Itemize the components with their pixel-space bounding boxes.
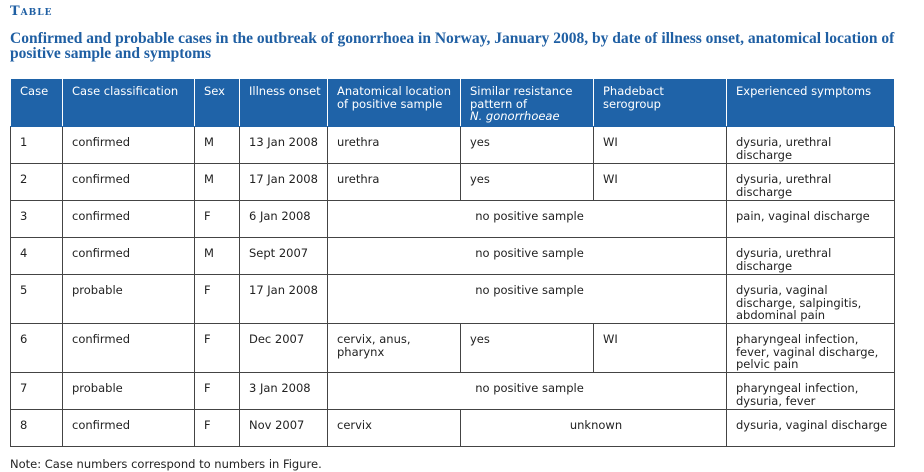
cell-symptoms: dysuria, urethral discharge (727, 127, 895, 164)
cell-classification: confirmed (63, 164, 195, 201)
cell-no-sample: no positive sample (328, 373, 727, 410)
table-row (11, 410, 895, 447)
cell-case: 1 (11, 127, 63, 164)
table-row (11, 275, 895, 324)
cell-sex: F (195, 410, 240, 447)
cell-onset: 17 Jan 2008 (240, 164, 328, 201)
table-row (11, 127, 895, 164)
cell-symptoms: pain, vaginal discharge (727, 201, 895, 238)
cell-no-sample: no positive sample (328, 275, 727, 324)
cell-symptoms: dysuria, urethral discharge (727, 238, 895, 275)
cell-location: cervix (328, 410, 461, 447)
cell-classification: confirmed (63, 410, 195, 447)
cases-table (10, 79, 895, 447)
cell-serogroup: WI (594, 164, 727, 201)
cell-resistance: yes (461, 127, 594, 164)
col-header-resistance (461, 79, 594, 127)
cell-symptoms: dysuria, urethral discharge (727, 164, 895, 201)
cell-unknown: unknown (461, 410, 727, 447)
cell-symptoms: pharyngeal infection, dysuria, fever (727, 373, 895, 410)
cell-onset: Dec 2007 (240, 324, 328, 373)
cell-classification: confirmed (63, 324, 195, 373)
cell-case: 3 (11, 201, 63, 238)
cell-symptoms: dysuria, vaginal discharge (727, 410, 895, 447)
cell-location: cervix, anus, pharynx (328, 324, 461, 373)
cell-sex: F (195, 201, 240, 238)
cell-classification: probable (63, 373, 195, 410)
cell-location: urethra (328, 164, 461, 201)
cell-location: urethra (328, 127, 461, 164)
table-label: Table (10, 4, 53, 19)
cell-classification: probable (63, 275, 195, 324)
header-row (11, 79, 895, 127)
cell-case: 2 (11, 164, 63, 201)
table-row (11, 373, 895, 410)
cell-onset: Sept 2007 (240, 238, 328, 275)
cell-onset: 6 Jan 2008 (240, 201, 328, 238)
cell-serogroup: WI (594, 324, 727, 373)
cell-sex: F (195, 275, 240, 324)
cell-symptoms: pharyngeal infection, fever, vaginal discharge, pelvic pain (727, 324, 895, 373)
cell-case: 5 (11, 275, 63, 324)
cell-case: 6 (11, 324, 63, 373)
col-header-case: Case (11, 79, 63, 127)
table-row (11, 238, 895, 275)
col-header-classification: Case classification (63, 79, 195, 127)
cell-classification: confirmed (63, 201, 195, 238)
cell-sex: F (195, 324, 240, 373)
col-header-serogroup: Phadebact serogroup (594, 79, 727, 127)
table-footnote: Note: Case numbers correspond to numbers in Figure. (10, 457, 322, 471)
cell-sex: M (195, 127, 240, 164)
organism-name: N. gonorrhoeae (470, 109, 560, 123)
cell-sex: M (195, 164, 240, 201)
cell-resistance: yes (461, 164, 594, 201)
col-header-onset: Illness onset (240, 79, 328, 127)
cell-case: 7 (11, 373, 63, 410)
cell-onset: Nov 2007 (240, 410, 328, 447)
table-title: Confirmed and probable cases in the outbreak of gonorrhoea in Norway, January 2008, by date of illness onset, anatomical location of positive sample and symptoms (10, 30, 895, 62)
cell-sex: M (195, 238, 240, 275)
col-header-symptoms: Experienced symptoms (727, 79, 895, 127)
cell-no-sample: no positive sample (328, 201, 727, 238)
resistance-header-text: Similar resistance pattern of (470, 84, 573, 111)
col-header-sex: Sex (195, 79, 240, 127)
table-row (11, 201, 895, 238)
table-row (11, 324, 895, 373)
cell-sex: F (195, 373, 240, 410)
table-row (11, 164, 895, 201)
cell-onset: 13 Jan 2008 (240, 127, 328, 164)
cell-resistance: yes (461, 324, 594, 373)
cell-case: 8 (11, 410, 63, 447)
col-header-location: Anatomical location of positive sample (328, 79, 461, 127)
cell-classification: confirmed (63, 238, 195, 275)
cell-symptoms: dysuria, vaginal discharge, salpingitis, abdominal pain (727, 275, 895, 324)
cell-classification: confirmed (63, 127, 195, 164)
cell-no-sample: no positive sample (328, 238, 727, 275)
cell-serogroup: WI (594, 127, 727, 164)
cell-case: 4 (11, 238, 63, 275)
cell-onset: 3 Jan 2008 (240, 373, 328, 410)
cell-onset: 17 Jan 2008 (240, 275, 328, 324)
